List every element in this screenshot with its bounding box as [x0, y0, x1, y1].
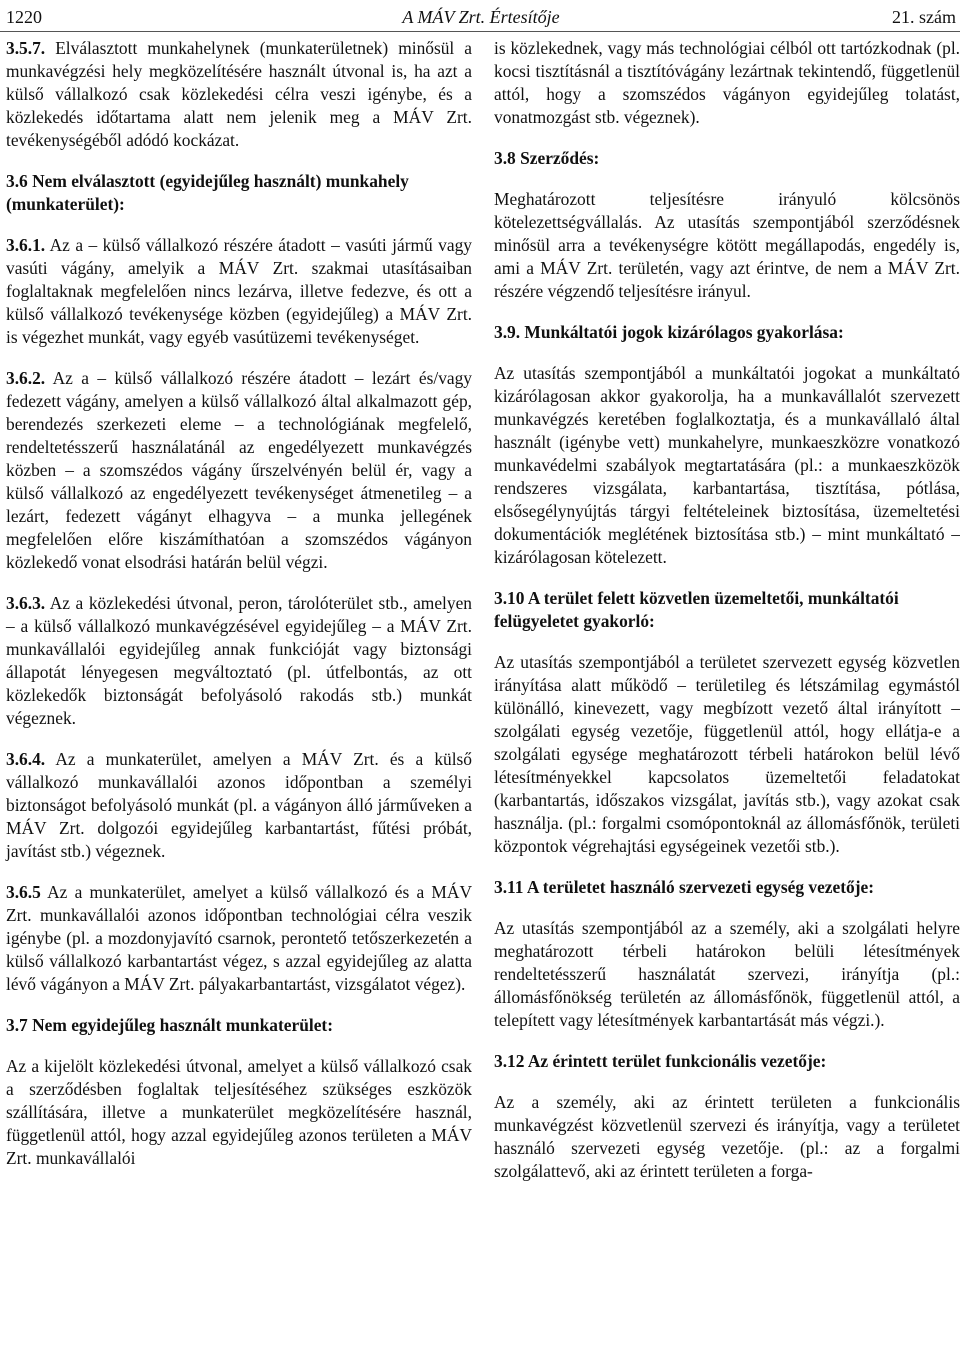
paragraph [494, 362, 960, 569]
paragraph [6, 1055, 472, 1170]
paragraph-text: Az utasítás szempontjából a munkáltatói jogokat a munkáltató kizárólagosan akkor gyakorolja, ha a munkavállalót szervezett munkavégzés keretében foglalkoztatja, és a munkavállaló által használt (igénybe vett) munkahelyre, munkaeszközre vonatkozó munkavédelmi szabályok megtartatására (pl.: a munkaeszközök rendszeres vizsgálata, karbantartása, tisztítása, pótlása, elsősegélynyújtás tárgyi feltételeinek biztosítása, üzemeltetési dokumentációk meglétének biztosítása stb.) – mint munkáltató – kizárólagosan kötelezett. [494, 363, 960, 567]
paragraph [6, 367, 472, 574]
section-heading: 3.6 Nem elválasztott (egyidejűleg használt) munkahely (munkaterület): [6, 171, 409, 214]
section-heading: 3.12 Az érintett terület funkcionális vezetője: [494, 1051, 827, 1071]
page-number: 1220 [6, 7, 42, 27]
paragraph [494, 917, 960, 1032]
paragraph-text: Az a – külső vállalkozó részére átadott – vasúti jármű vagy vasúti vágány, amelyik a MÁV Zrt. szakmai utasításaiban foglaltaknak megfelelően nincs lezárva, illetve fedezve, és ott a külső vállalkozó tevékenysége közben (egyidejűleg) a MÁV Zrt. is végezhet munkát, vagy egyéb vasútüzemi tevékenységet. [6, 235, 472, 347]
paragraph [494, 37, 960, 129]
paragraph [6, 592, 472, 730]
section-heading: 3.11 A területet használó szervezeti egység vezetője: [494, 877, 875, 897]
paragraph-text: Az utasítás szempontjából az a személy, aki a szolgálati helyre meghatározott térbeli határokon belüli létesítmények rendeltetésszerű használatát szervezi, irányítja (pl.: állomásfőnökség területén az állomásfőnök, függetlenül attól, a telepített vagy létesítmények karbantartását más végzi.). [494, 918, 960, 1030]
paragraph [6, 748, 472, 863]
right-column [494, 37, 960, 1201]
paragraph [494, 651, 960, 858]
paragraph [494, 1091, 960, 1183]
header-rule [0, 31, 960, 32]
paragraph-text: Az utasítás szempontjából a területet szervezett egység közvetlen irányítása alatt működő – területileg és létszámilag egymástól különálló, kinevezett, vagy megbízott vezető által irányított – szolgálati egység vezetője, függetlenül attól, hogy ellátja-e a szolgálati egysége meghatározott térbeli határokon belül lévő létesítményekkel kapcsolatos üzemeltetői feladatokat (karbantartás, időszakos vizsgálat, javítás stb.), vagy azokat csak használja. (pl.: forgalmi csomópontoknál az állomásfőnök, területi központok végrehajtási egységeinek vezetői stb.). [494, 652, 960, 856]
paragraph [6, 234, 472, 349]
paragraph-number: 3.6.1. [6, 235, 46, 255]
paragraph-text: is közlekednek, vagy más technológiai célból ott tartózkodnak (pl. kocsi tisztításnál a tisztítóvágány lezártnak tekintendő, függetlenül attól, hogy a szomszédos vágányon egyidejűleg tolatást, vonatmozgást stb. végeznek). [494, 38, 960, 127]
paragraph [494, 188, 960, 303]
paragraph-text: Az a személy, aki az érintett területen a funkcionális munkavégzést közvetlenül szervezi és irányítja, vagy a területet használó szervezeti egység vezetője. (pl.: az a forgalmi szolgálattevő, aki az érintett területen a forga- [494, 1092, 960, 1181]
paragraph-text: Meghatározott teljesítésre irányuló kölcsönös kötelezettségvállalás. Az utasítás szempontjából szerződésnek minősül arra a tevékenységre kötött megállapodás, engedély is, ami a MÁV Zrt. területén, vagy azt érintve, de nem a MÁV Zrt. részére végzendő teljesítésre irányul. [494, 189, 960, 301]
section-heading: 3.10 A terület felett közvetlen üzemeltetői, munkáltatói felügyeletet gyakorló: [494, 588, 899, 631]
paragraph [6, 881, 472, 996]
publication-title: A MÁV Zrt. Értesítője [402, 7, 560, 27]
paragraph-number: 3.6.2. [6, 368, 46, 388]
left-column [6, 37, 472, 1188]
paragraph-text: Az a munkaterület, amelyet a külső vállalkozó és a MÁV Zrt. munkavállalói azonos időpontban technológiai célra veszik igénybe (pl. a mozdonyjavító csarnok, perontető tetőszerkezetén a külső vállalkozó karbantartást végez, s azzal egyidejűleg az alatta lévő vágányon a MÁV Zrt. pályakarbantartást, vizsgálatot végez). [6, 882, 473, 994]
issue-number: 21. szám [892, 7, 956, 27]
paragraph-number: 3.6.4. [6, 749, 46, 769]
paragraph-text: Az a – külső vállalkozó részére átadott – lezárt és/vagy fedezett vágány, amelyen a külső vállalkozó által alkalmazott gép, berendezés szerkezeti eleme – a technológiának megfelelő, rendeltetésszerű használatánál az engedélyezett munkavégzés közben – a szomszédos vágány űrszelvényén belül ér, vagy a külső vállalkozó az engedélyezett tevékenységet átmenetileg – a lezárt, fedezett vágányt elhagyva – a munka jellegének megfelelően előre kiszámíthatóan a szomszédos vágányon közlekedő vonat elsodrási határán belül végzi. [6, 368, 473, 572]
section-heading: 3.8 Szerződés: [494, 148, 600, 168]
paragraph-text: Az a munkaterület, amelyen a MÁV Zrt. és a külső vállalkozó munkavállalói azonos időpontban a személyi biztonságot befolyásoló munkát (pl. a vágányon álló járműveken a MÁV Zrt. dolgozói egyidejűleg karbantartást, fűtési próbát, javítást stb.) végeznek. [6, 749, 473, 861]
paragraph-number: 3.6.3. [6, 593, 46, 613]
paragraph-text: Az a kijelölt közlekedési útvonal, amelyet a külső vállalkozó csak a szerződésben foglaltak teljesítéséhez szükséges eszközök szállítására, illetve a munkaterület megközelítésére használ, függetlenül attól, hogy azzal egyidejűleg azonos területen a MÁV Zrt. munkavállalói [6, 1056, 472, 1168]
paragraph-text: Az a közlekedési útvonal, peron, tárolóterület stb., amelyen – a külső vállalkozó munkavégzésével egyidejűleg – a MÁV Zrt. munkavállalói egyidejűleg annak funkcióját vagy biztonsági állapotát lényegesen megváltoztató (pl. útfelbontás, az ott közlekedők biztonságát befolyásoló rakodás stb.) munkát végeznek. [6, 593, 472, 728]
paragraph [6, 37, 472, 152]
paragraph-number: 3.5.7. [6, 38, 46, 58]
section-heading: 3.7 Nem egyidejűleg használt munkaterület: [6, 1015, 334, 1035]
paragraph-text: Elválasztott munkahelynek (munkaterületnek) minősül a munkavégzési hely megközelítésére használt útvonal is, ha azt a külső vállalkozó csak közlekedési célra veszi igénybe, és a közlekedés időtartama alatt nem jelenik meg a MÁV Zrt. tevékenységéből adódó kockázat. [6, 38, 472, 150]
page-header [6, 4, 956, 30]
paragraph-number: 3.6.5 [6, 882, 41, 902]
section-heading: 3.9. Munkáltatói jogok kizárólagos gyakorlása: [494, 322, 844, 342]
